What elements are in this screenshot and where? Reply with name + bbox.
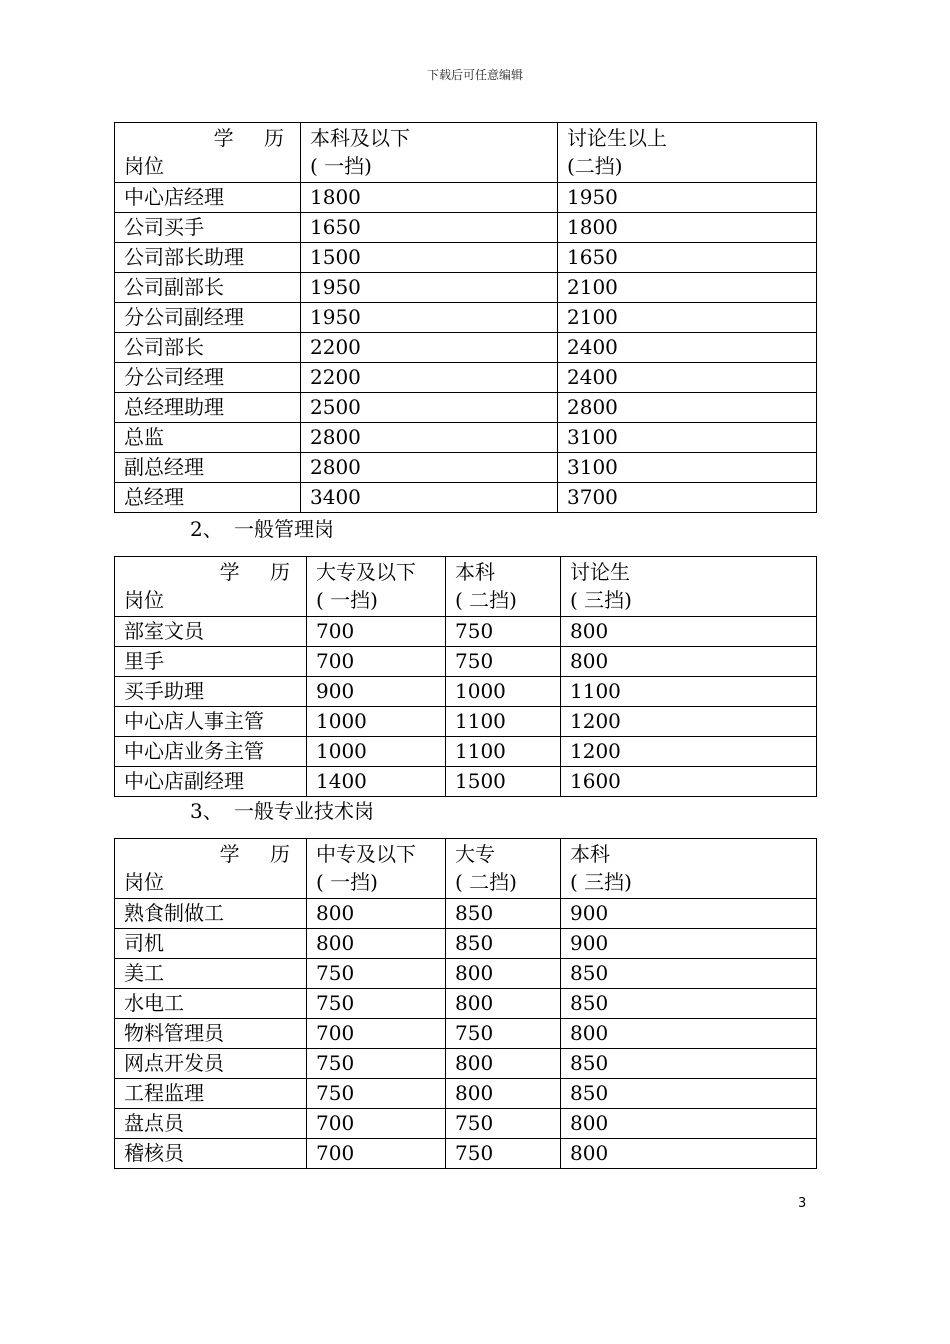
header-col-1-tier: ( 一挡) [310, 154, 372, 178]
post-name-cell: 美工 [115, 959, 307, 989]
salary-tier-2-cell: 750 [446, 1019, 561, 1049]
salary-tier-2-cell: 1100 [446, 707, 561, 737]
section-3-number: 3、 [190, 799, 223, 823]
salary-tier-1-cell: 2200 [301, 363, 558, 393]
salary-tier-1-cell: 700 [307, 1109, 446, 1139]
salary-tier-1-cell: 700 [307, 1139, 446, 1169]
header-col-1-name: 大专及以下 [316, 560, 416, 584]
table-row [115, 1079, 817, 1109]
salary-tier-2-cell: 1100 [446, 737, 561, 767]
header-education-label: 学 历 [213, 126, 296, 150]
header-col-3 [561, 839, 817, 899]
salary-tier-1-cell: 800 [307, 899, 446, 929]
table-row [115, 453, 817, 483]
header-col-3-tier: ( 三挡) [570, 870, 632, 894]
post-name-cell: 中心店人事主管 [115, 707, 307, 737]
salary-tier-1-cell: 1500 [301, 243, 558, 273]
salary-tier-3-cell: 800 [561, 1139, 817, 1169]
post-name-cell: 熟食制做工 [115, 899, 307, 929]
table-row [115, 959, 817, 989]
header-corner-cell [115, 839, 307, 899]
salary-tier-1-cell: 700 [307, 647, 446, 677]
table-row [115, 303, 817, 333]
section-2-number: 2、 [190, 517, 223, 541]
salary-tier-3-cell: 800 [561, 617, 817, 647]
post-name-cell: 总监 [115, 423, 301, 453]
table-row [115, 767, 817, 797]
table-row [115, 213, 817, 243]
salary-tier-2-cell: 800 [446, 1049, 561, 1079]
salary-tier-3-cell: 850 [561, 959, 817, 989]
table-row [115, 617, 817, 647]
table-header-row [115, 557, 817, 617]
salary-tier-2-cell: 1950 [558, 183, 817, 213]
header-col-3-name: 本科 [570, 842, 610, 866]
post-name-cell: 盘点员 [115, 1109, 307, 1139]
post-name-cell: 部室文员 [115, 617, 307, 647]
table-row [115, 647, 817, 677]
salary-tier-1-cell: 1000 [307, 707, 446, 737]
salary-tier-1-cell: 1400 [307, 767, 446, 797]
table-row [115, 273, 817, 303]
section-2-heading [190, 513, 334, 542]
header-education-label: 学 历 [219, 842, 302, 866]
table-row [115, 423, 817, 453]
table-row [115, 363, 817, 393]
salary-tier-3-cell: 1200 [561, 707, 817, 737]
salary-tier-1-cell: 750 [307, 989, 446, 1019]
salary-tier-2-cell: 800 [446, 989, 561, 1019]
post-name-cell: 中心店经理 [115, 183, 301, 213]
post-name-cell: 工程监理 [115, 1079, 307, 1109]
table-header-row [115, 839, 817, 899]
header-col-1-name: 中专及以下 [316, 842, 416, 866]
salary-tier-2-cell: 800 [446, 1079, 561, 1109]
post-name-cell: 公司部长助理 [115, 243, 301, 273]
post-name-cell: 司机 [115, 929, 307, 959]
post-name-cell: 买手助理 [115, 677, 307, 707]
section-3-title: 一般专业技术岗 [234, 799, 374, 823]
table-row [115, 1049, 817, 1079]
salary-tier-3-cell: 1600 [561, 767, 817, 797]
header-col-1 [307, 557, 446, 617]
technical-post-salary-table [114, 838, 817, 1169]
table-row [115, 677, 817, 707]
table-row [115, 899, 817, 929]
post-name-cell: 公司部长 [115, 333, 301, 363]
page-number: 3 [798, 1196, 807, 1211]
table-row [115, 737, 817, 767]
salary-tier-2-cell: 3700 [558, 483, 817, 513]
post-name-cell: 总经理 [115, 483, 301, 513]
salary-tier-3-cell: 800 [561, 647, 817, 677]
salary-tier-3-cell: 800 [561, 1109, 817, 1139]
salary-tier-1-cell: 700 [307, 1019, 446, 1049]
post-name-cell: 中心店业务主管 [115, 737, 307, 767]
table-row [115, 989, 817, 1019]
salary-tier-1-cell: 700 [307, 617, 446, 647]
table-row [115, 929, 817, 959]
header-col-2-tier: (二挡) [567, 154, 623, 178]
salary-tier-1-cell: 750 [307, 1049, 446, 1079]
page-header-note: 下载后可任意编辑 [426, 68, 523, 82]
header-corner-cell [115, 557, 307, 617]
section-2-title: 一般管理岗 [234, 517, 334, 541]
salary-tier-2-cell: 800 [446, 959, 561, 989]
salary-tier-1-cell: 1000 [307, 737, 446, 767]
salary-tier-3-cell: 850 [561, 1079, 817, 1109]
header-col-1-tier: ( 一挡) [316, 588, 378, 612]
table-row [115, 333, 817, 363]
salary-tier-1-cell: 900 [307, 677, 446, 707]
salary-tier-2-cell: 750 [446, 1139, 561, 1169]
table-row [115, 183, 817, 213]
salary-tier-1-cell: 2200 [301, 333, 558, 363]
salary-tier-2-cell: 750 [446, 647, 561, 677]
post-name-cell: 中心店副经理 [115, 767, 307, 797]
salary-tier-1-cell: 1950 [301, 303, 558, 333]
salary-tier-3-cell: 900 [561, 929, 817, 959]
salary-tier-2-cell: 2100 [558, 303, 817, 333]
post-name-cell: 网点开发员 [115, 1049, 307, 1079]
table-row [115, 1109, 817, 1139]
salary-tier-1-cell: 800 [307, 929, 446, 959]
salary-tier-2-cell: 1000 [446, 677, 561, 707]
salary-tier-3-cell: 850 [561, 1049, 817, 1079]
table-row [115, 1139, 817, 1169]
senior-post-salary-table [114, 122, 817, 513]
salary-tier-1-cell: 750 [307, 1079, 446, 1109]
salary-tier-1-cell: 1650 [301, 213, 558, 243]
header-col-2-tier: ( 二挡) [455, 870, 517, 894]
salary-tier-2-cell: 2100 [558, 273, 817, 303]
table-row [115, 243, 817, 273]
salary-tier-3-cell: 1200 [561, 737, 817, 767]
salary-tier-2-cell: 2800 [558, 393, 817, 423]
salary-tier-2-cell: 1500 [446, 767, 561, 797]
header-col-1-name: 本科及以下 [310, 126, 410, 150]
post-name-cell: 里手 [115, 647, 307, 677]
post-name-cell: 分公司经理 [115, 363, 301, 393]
salary-tier-1-cell: 2500 [301, 393, 558, 423]
header-post-label: 岗位 [124, 154, 164, 178]
salary-tier-2-cell: 1650 [558, 243, 817, 273]
header-col-2-name: 大专 [455, 842, 495, 866]
table-row [115, 707, 817, 737]
salary-tier-1-cell: 3400 [301, 483, 558, 513]
header-col-2 [558, 123, 817, 183]
post-name-cell: 分公司副经理 [115, 303, 301, 333]
header-col-1 [307, 839, 446, 899]
post-name-cell: 公司副部长 [115, 273, 301, 303]
table-row [115, 483, 817, 513]
salary-tier-2-cell: 2400 [558, 333, 817, 363]
table-row [115, 393, 817, 423]
salary-tier-2-cell: 850 [446, 929, 561, 959]
header-education-label: 学 历 [219, 560, 302, 584]
salary-tier-1-cell: 1800 [301, 183, 558, 213]
salary-tier-1-cell: 750 [307, 959, 446, 989]
salary-tier-2-cell: 850 [446, 899, 561, 929]
header-post-label: 岗位 [124, 870, 164, 894]
salary-tier-3-cell: 900 [561, 899, 817, 929]
salary-tier-1-cell: 1950 [301, 273, 558, 303]
section-3-heading [190, 795, 374, 824]
header-corner-cell [115, 123, 301, 183]
salary-tier-2-cell: 3100 [558, 423, 817, 453]
salary-tier-1-cell: 2800 [301, 453, 558, 483]
salary-tier-2-cell: 3100 [558, 453, 817, 483]
table-row [115, 1019, 817, 1049]
header-col-1-tier: ( 一挡) [316, 870, 378, 894]
header-col-3-tier: ( 三挡) [570, 588, 632, 612]
salary-tier-3-cell: 850 [561, 989, 817, 1019]
header-col-2 [446, 557, 561, 617]
header-col-2-name: 讨论生以上 [567, 126, 667, 150]
salary-tier-3-cell: 1100 [561, 677, 817, 707]
table-header-row [115, 123, 817, 183]
salary-tier-3-cell: 800 [561, 1019, 817, 1049]
header-col-1 [301, 123, 558, 183]
header-col-2-tier: ( 二挡) [455, 588, 517, 612]
post-name-cell: 副总经理 [115, 453, 301, 483]
post-name-cell: 稽核员 [115, 1139, 307, 1169]
header-col-2 [446, 839, 561, 899]
header-col-3 [561, 557, 817, 617]
post-name-cell: 公司买手 [115, 213, 301, 243]
header-post-label: 岗位 [124, 588, 164, 612]
post-name-cell: 总经理助理 [115, 393, 301, 423]
salary-tier-2-cell: 750 [446, 1109, 561, 1139]
salary-tier-1-cell: 2800 [301, 423, 558, 453]
header-col-2-name: 本科 [455, 560, 495, 584]
salary-tier-2-cell: 1800 [558, 213, 817, 243]
salary-tier-2-cell: 2400 [558, 363, 817, 393]
post-name-cell: 物料管理员 [115, 1019, 307, 1049]
header-col-3-name: 讨论生 [570, 560, 630, 584]
salary-tier-2-cell: 750 [446, 617, 561, 647]
general-management-salary-table [114, 556, 817, 797]
post-name-cell: 水电工 [115, 989, 307, 1019]
